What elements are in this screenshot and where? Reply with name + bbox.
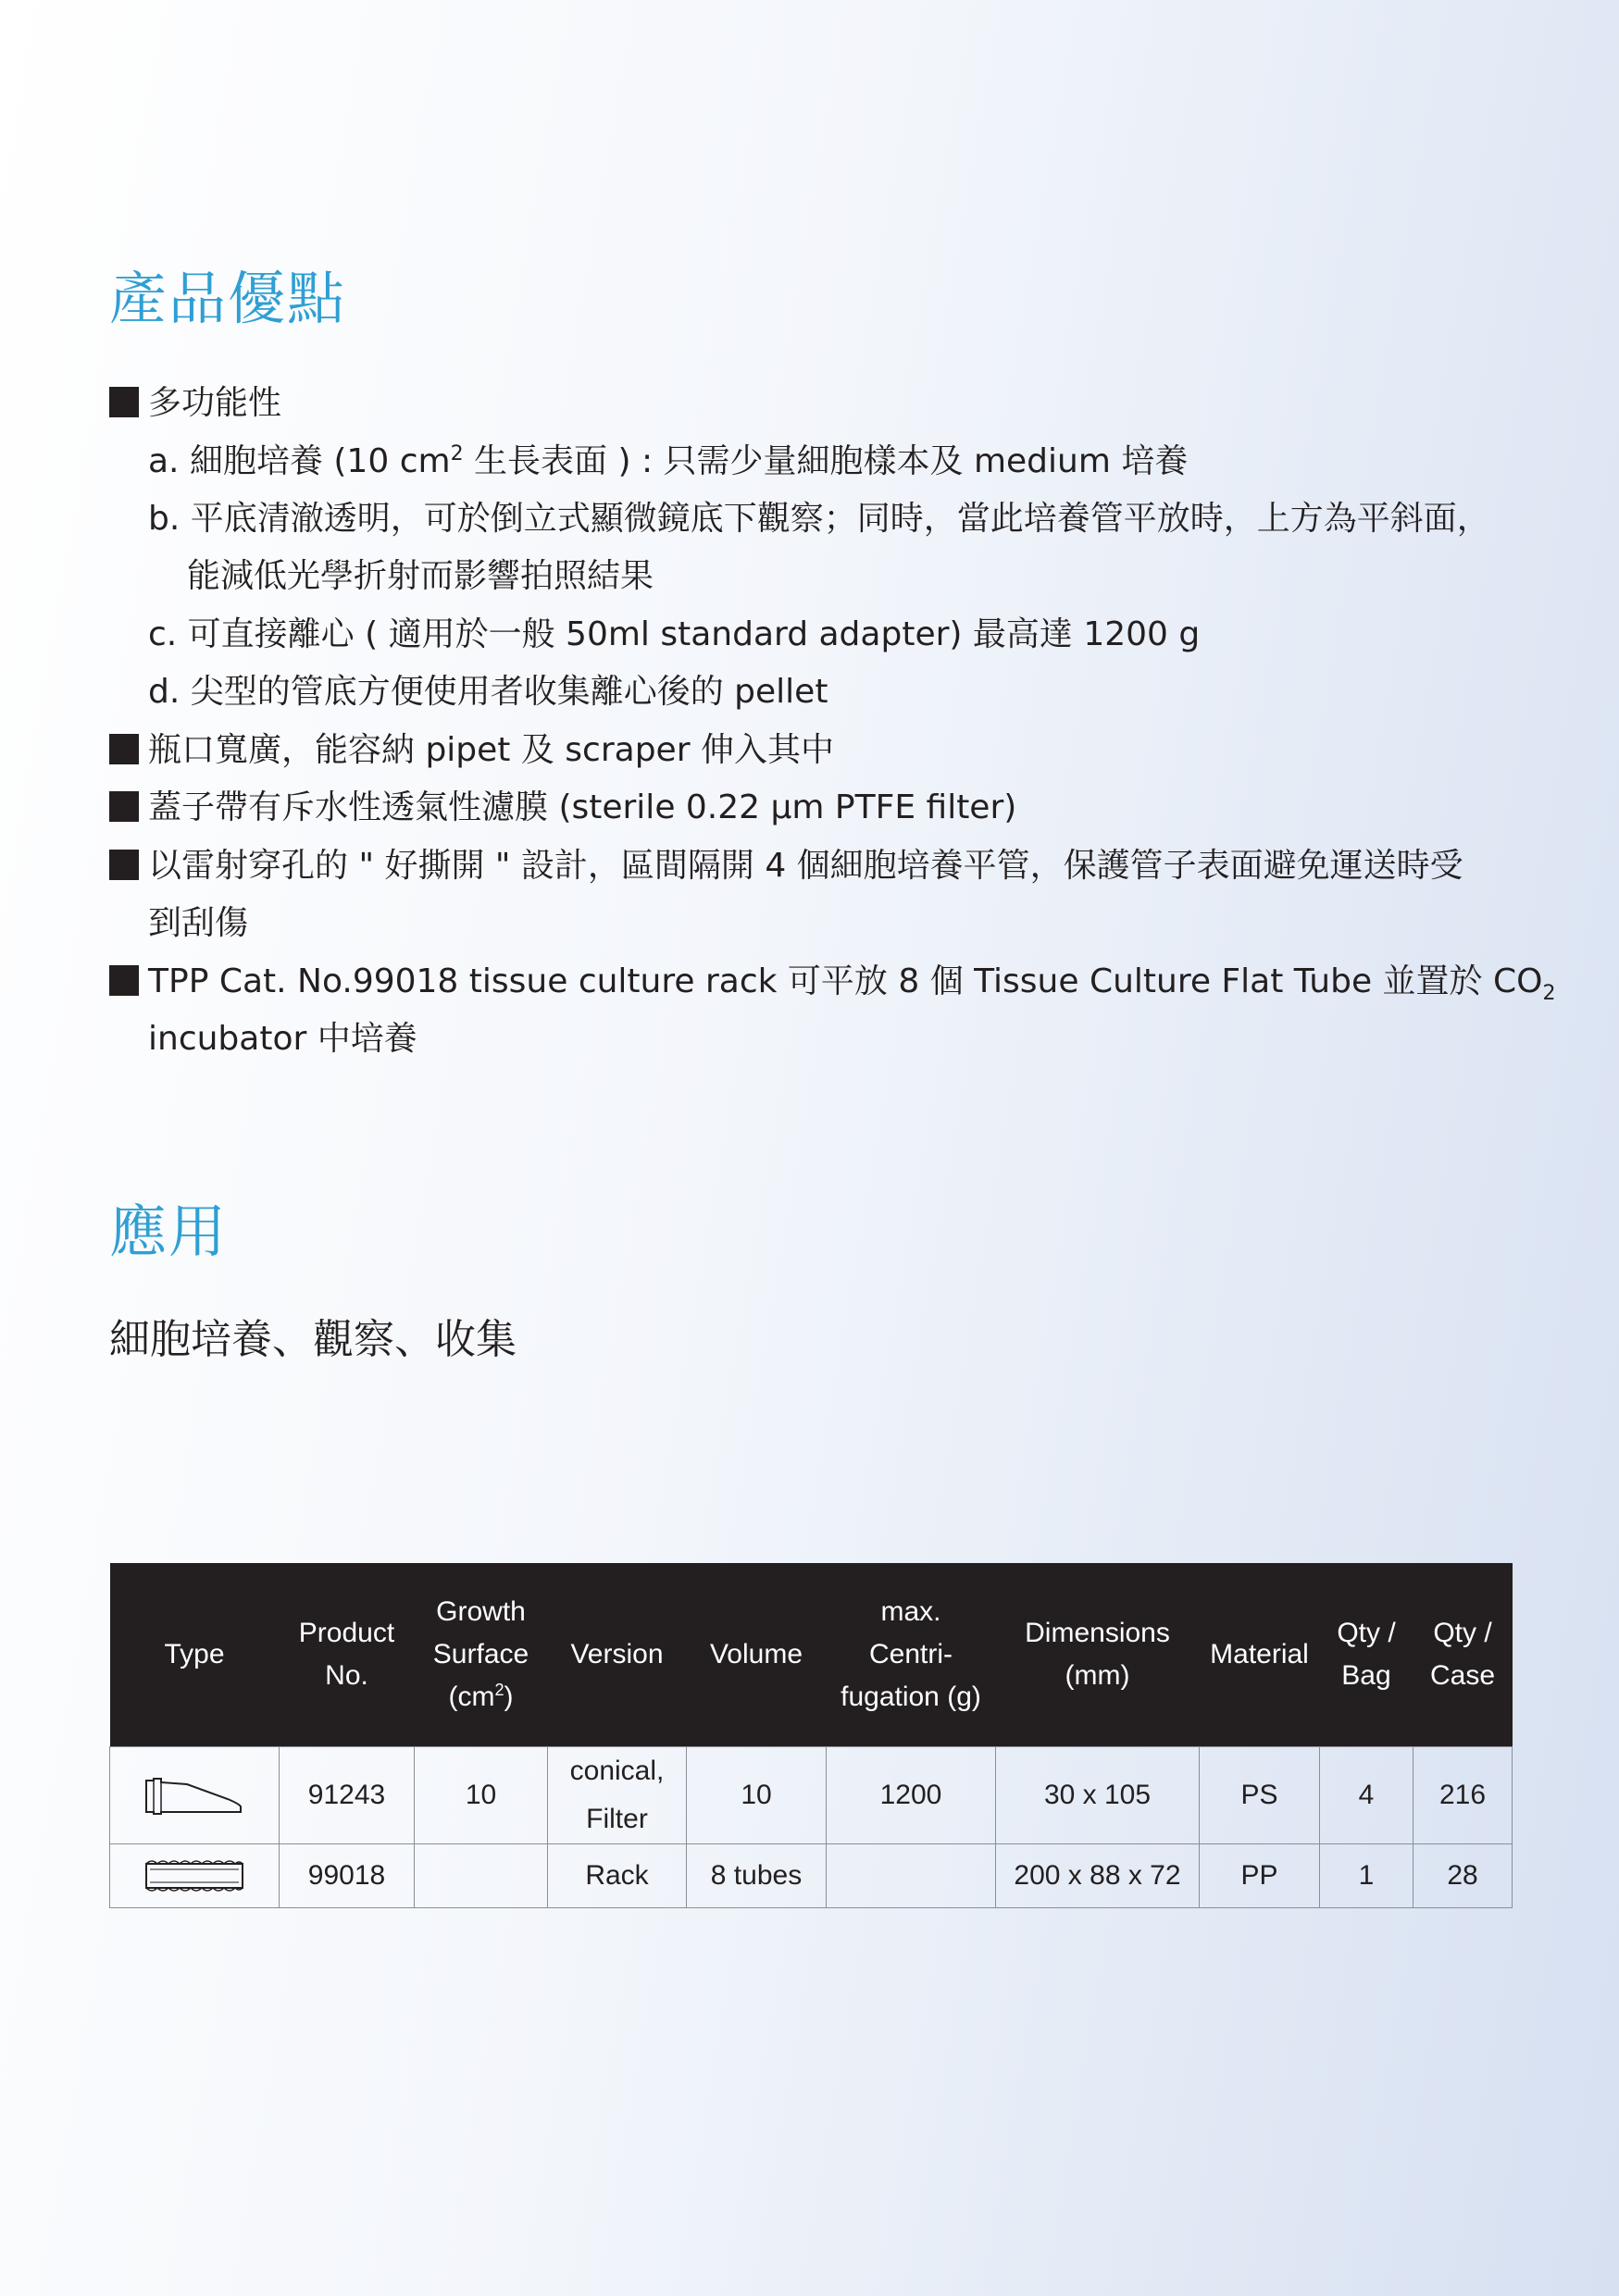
header-growth-surface: Growth Surface $(cm^2)$	[415, 1563, 548, 1747]
cell-qty-bag: 1	[1320, 1844, 1414, 1908]
subscript: 2	[1542, 982, 1556, 1006]
application-title: 應用	[109, 1198, 229, 1265]
square-bullet-icon	[109, 734, 139, 764]
header-volume: Volume	[687, 1563, 827, 1747]
superscript: 2	[450, 442, 464, 465]
cell-qty-bag: 4	[1320, 1747, 1414, 1844]
cell-product: 99018	[280, 1844, 415, 1908]
bullet-item-wide-neck	[109, 731, 834, 769]
bullet-item-rack-continued: incubator 中培養	[148, 1020, 417, 1058]
header-qty-case: Qty / Case	[1414, 1563, 1513, 1747]
header-qty-bag: Qty / Bag	[1320, 1563, 1414, 1747]
cell-surface	[415, 1844, 548, 1908]
table-row	[110, 1747, 1513, 1844]
cell-material: PP	[1200, 1844, 1320, 1908]
sub-item-c: c. 可直接離心 ( 適用於一般 50ml standard adapter) 最高達 1200 g	[148, 615, 1201, 653]
flat-tube-icon	[143, 1775, 246, 1816]
cell-surface: 10	[415, 1747, 548, 1844]
sub-item-a-text-rest: 生長表面 ) : 只需少量細胞樣本及 medium 培養	[463, 442, 1189, 480]
cell-product: 91243	[280, 1747, 415, 1844]
application-text: 細胞培養、觀察、收集	[109, 1316, 517, 1363]
header-type: Type	[110, 1563, 280, 1747]
tube-rack-icon	[143, 1856, 246, 1895]
cell-version: conical, Filter	[548, 1747, 687, 1844]
cell-volume: 8 tubes	[687, 1844, 827, 1908]
square-bullet-icon	[109, 791, 139, 822]
cell-type	[110, 1747, 280, 1844]
cell-centrifugation	[827, 1844, 996, 1908]
cell-volume: 10	[687, 1747, 827, 1844]
sub-item-a-text: a. 細胞培養 (10 cm	[148, 442, 451, 480]
sub-item-b-continued: 能減低光學折射而影響拍照結果	[187, 557, 654, 595]
square-bullet-icon	[109, 387, 139, 417]
cell-centrifugation: 1200	[827, 1747, 996, 1844]
advantages-title: 產品優點	[109, 265, 347, 332]
product-table	[109, 1563, 1513, 1908]
header-centrifugation: max. Centri- fugation (g)	[827, 1563, 996, 1747]
header-material: Material	[1200, 1563, 1320, 1747]
cell-dimensions: 30 x 105	[996, 1747, 1200, 1844]
bullet-text: 瓶口寬廣，能容納 pipet 及 scraper 伸入其中	[148, 731, 834, 769]
header-dimensions: Dimensions (mm)	[996, 1563, 1200, 1747]
sub-item-b: b. 平底清澈透明，可於倒立式顯微鏡底下觀察；同時，當此培養管平放時，上方為平斜面，	[148, 500, 1490, 538]
bullet-text: 蓋子帶有斥水性透氣性濾膜 (sterile 0.22 µm PTFE filter)	[148, 788, 1017, 826]
bullet-text: TPP Cat. No.99018 tissue culture rack 可平放 8 個 Tissue Culture Flat Tube 並置於 CO	[148, 962, 1543, 1000]
bullet-item-filter-cap	[109, 788, 1017, 826]
square-bullet-icon	[109, 850, 139, 880]
bullet-item-multifunction	[109, 384, 282, 422]
bullet-item-rack	[109, 962, 1556, 1006]
sub-item-d: d. 尖型的管底方便使用者收集離心後的 pellet	[148, 673, 828, 711]
bullet-text: 多功能性	[148, 384, 282, 422]
cell-material: PS	[1200, 1747, 1320, 1844]
header-product-no: Product No.	[280, 1563, 415, 1747]
header-version: Version	[548, 1563, 687, 1747]
cell-version: Rack	[548, 1844, 687, 1908]
bullet-item-easy-tear	[109, 847, 1463, 885]
bullet-text: 以雷射穿孔的 " 好撕開 " 設計，區間隔開 4 個細胞培養平管，保護管子表面避免運送時受	[148, 847, 1463, 885]
cell-qty-case: 216	[1414, 1747, 1513, 1844]
table-header-row	[110, 1563, 1513, 1747]
cell-dimensions: 200 x 88 x 72	[996, 1844, 1200, 1908]
sub-item-a	[148, 442, 1189, 480]
cell-type	[110, 1844, 280, 1908]
bullet-item-easy-tear-continued: 到刮傷	[148, 904, 249, 942]
cell-qty-case: 28	[1414, 1844, 1513, 1908]
table-row	[110, 1844, 1513, 1908]
square-bullet-icon	[109, 965, 139, 996]
